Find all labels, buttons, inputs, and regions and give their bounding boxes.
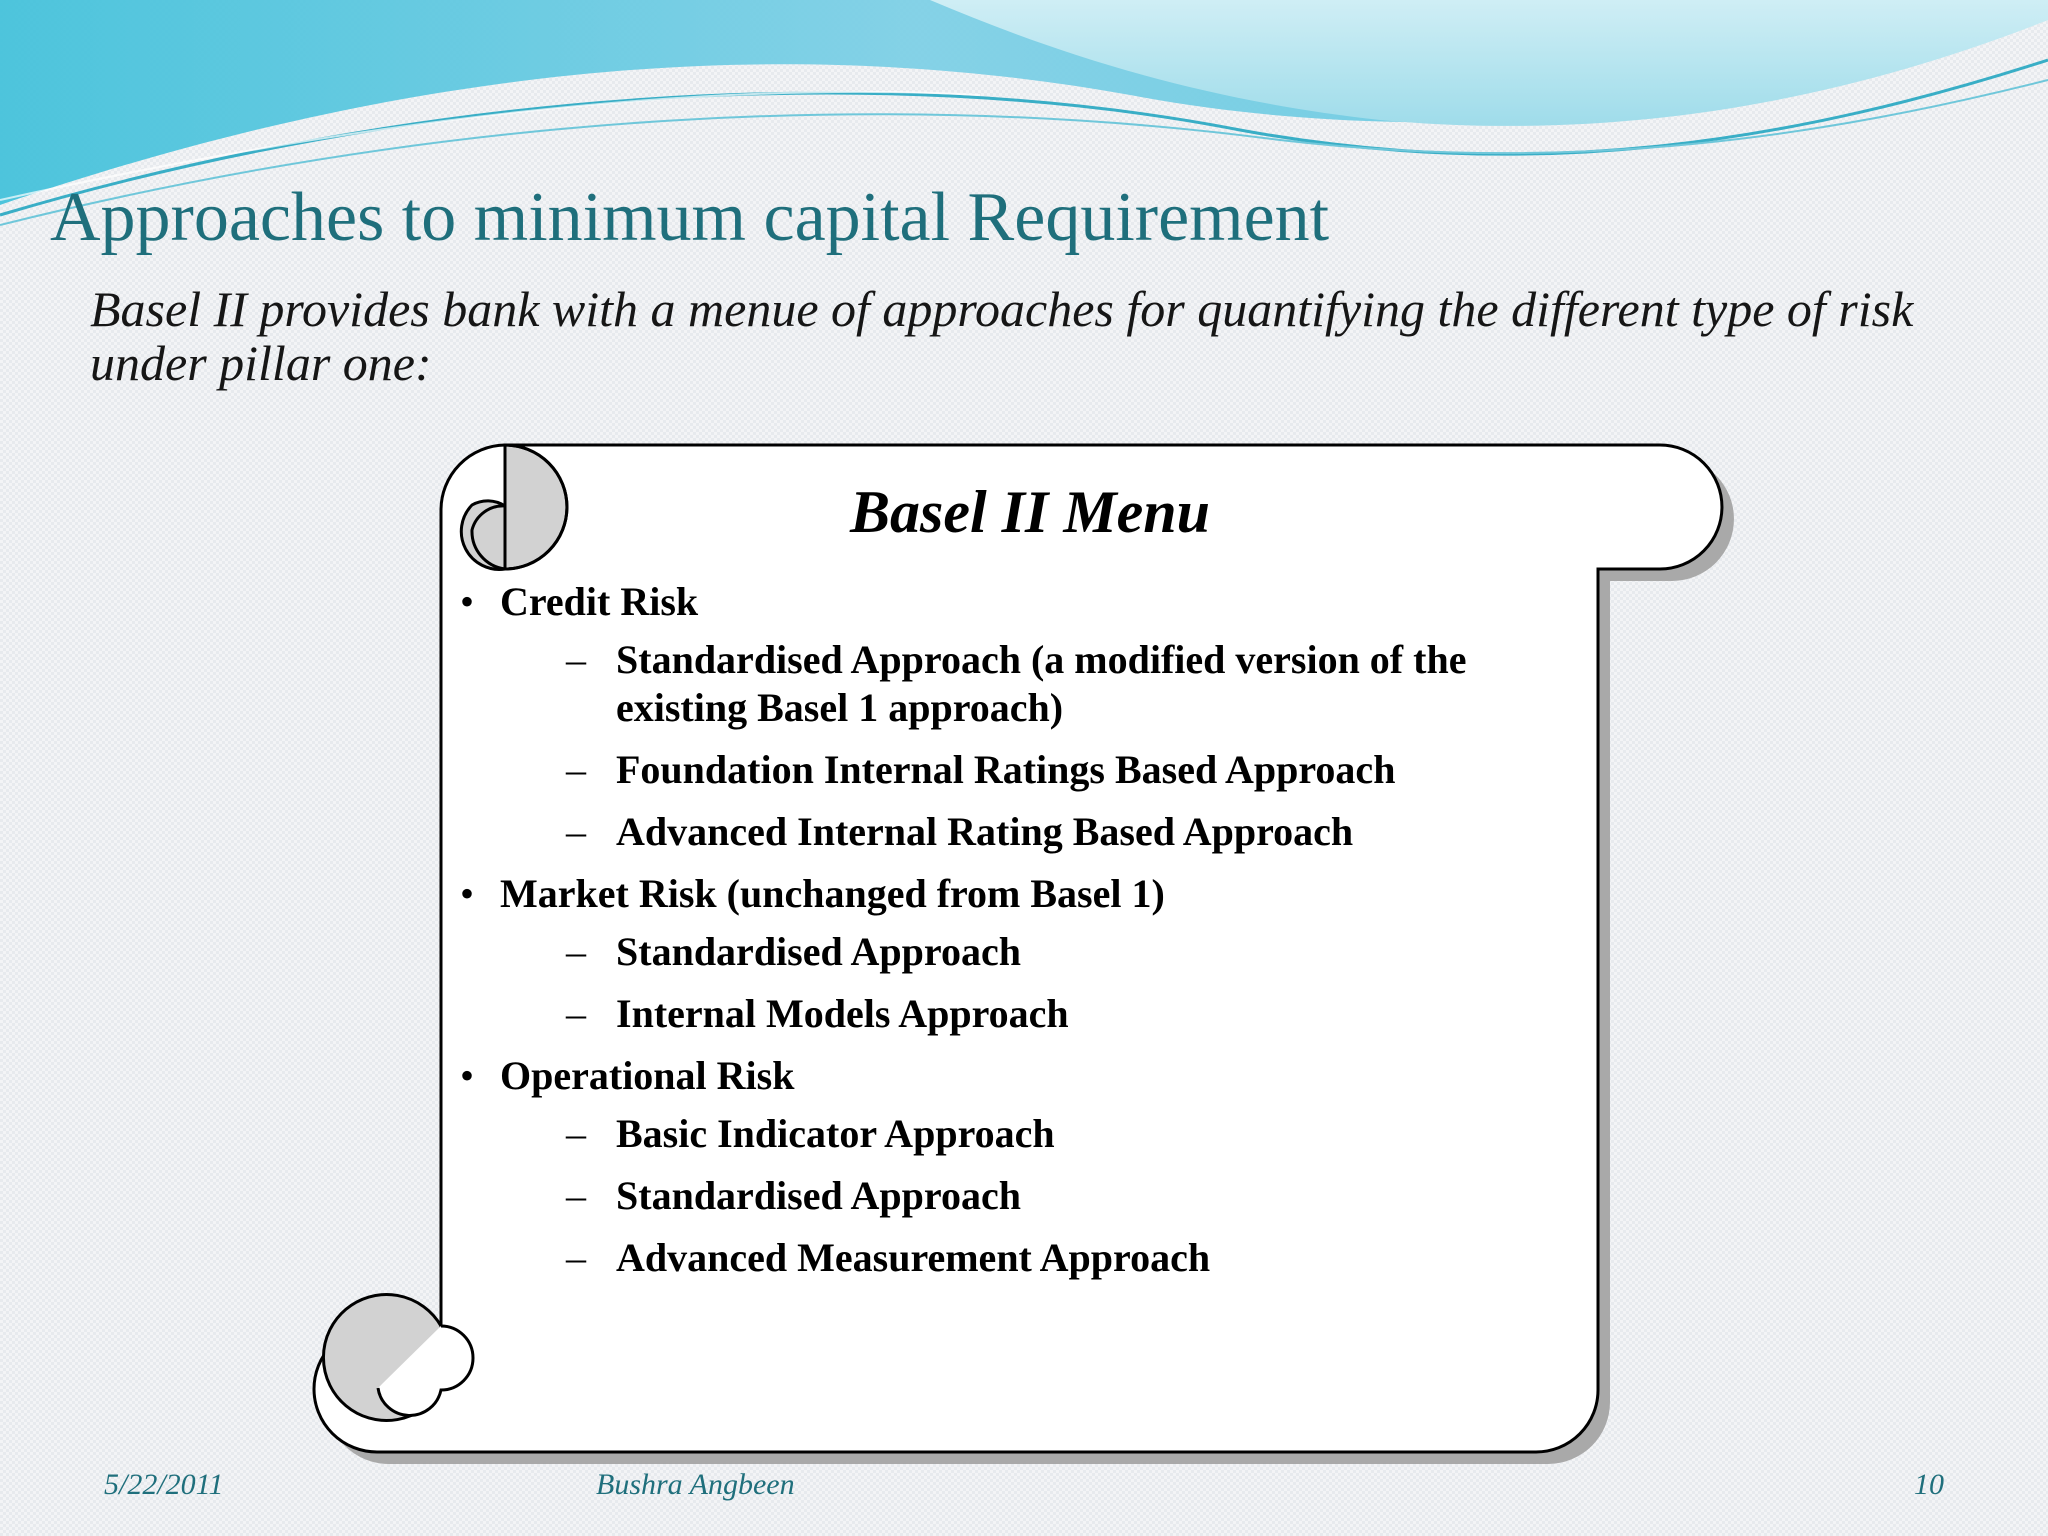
list-item [500, 808, 1580, 856]
item-label: Standardised Approach [616, 1173, 1021, 1218]
list-item [500, 928, 1580, 976]
category-market-risk [460, 870, 1580, 1038]
footer-date: 5/22/2011 [104, 1468, 224, 1501]
bullet-icon: • [460, 1053, 475, 1098]
item-label: Standardised Approach [616, 929, 1021, 974]
category-label: Operational Risk [500, 1053, 795, 1098]
list-item [500, 1234, 1580, 1282]
list-item [500, 746, 1580, 794]
dash-icon: – [566, 1173, 586, 1218]
list-item [500, 636, 1580, 732]
list-item [500, 990, 1580, 1038]
item-label: Foundation Internal Ratings Based Approach [616, 747, 1396, 792]
item-label: Internal Models Approach [616, 991, 1069, 1036]
intro-text: Basel II provides bank with a menue of approaches for quantifying the different type of risk under pillar one: [90, 281, 1914, 391]
item-label: Advanced Internal Rating Based Approach [616, 809, 1354, 854]
bullet-icon: • [460, 579, 475, 624]
category-label: Market Risk (unchanged from Basel 1) [500, 871, 1165, 916]
risk-menu-list [460, 578, 1580, 1296]
category-credit-risk [460, 578, 1580, 856]
dash-icon: – [566, 637, 586, 682]
item-label: Basic Indicator Approach [616, 1111, 1055, 1156]
menu-title: Basel II Menu [849, 479, 1211, 545]
bullet-icon: • [460, 871, 475, 916]
dash-icon: – [566, 991, 586, 1036]
category-label: Credit Risk [500, 579, 699, 624]
slide-title: Approaches to minimum capital Requirement [50, 179, 1330, 256]
list-item [500, 1172, 1580, 1220]
item-label: Standardised Approach (a modified version of the existing Basel 1 approach) [616, 637, 1467, 730]
dash-icon: – [566, 809, 586, 854]
footer-author: Bushra Angbeen [596, 1468, 795, 1501]
dash-icon: – [566, 929, 586, 974]
item-label: Advanced Measurement Approach [616, 1235, 1211, 1280]
dash-icon: – [566, 1235, 586, 1280]
category-operational-risk [460, 1052, 1580, 1282]
page-number: 10 [1914, 1468, 1944, 1501]
dash-icon: – [566, 747, 586, 792]
dash-icon: – [566, 1111, 586, 1156]
list-item [500, 1110, 1580, 1158]
